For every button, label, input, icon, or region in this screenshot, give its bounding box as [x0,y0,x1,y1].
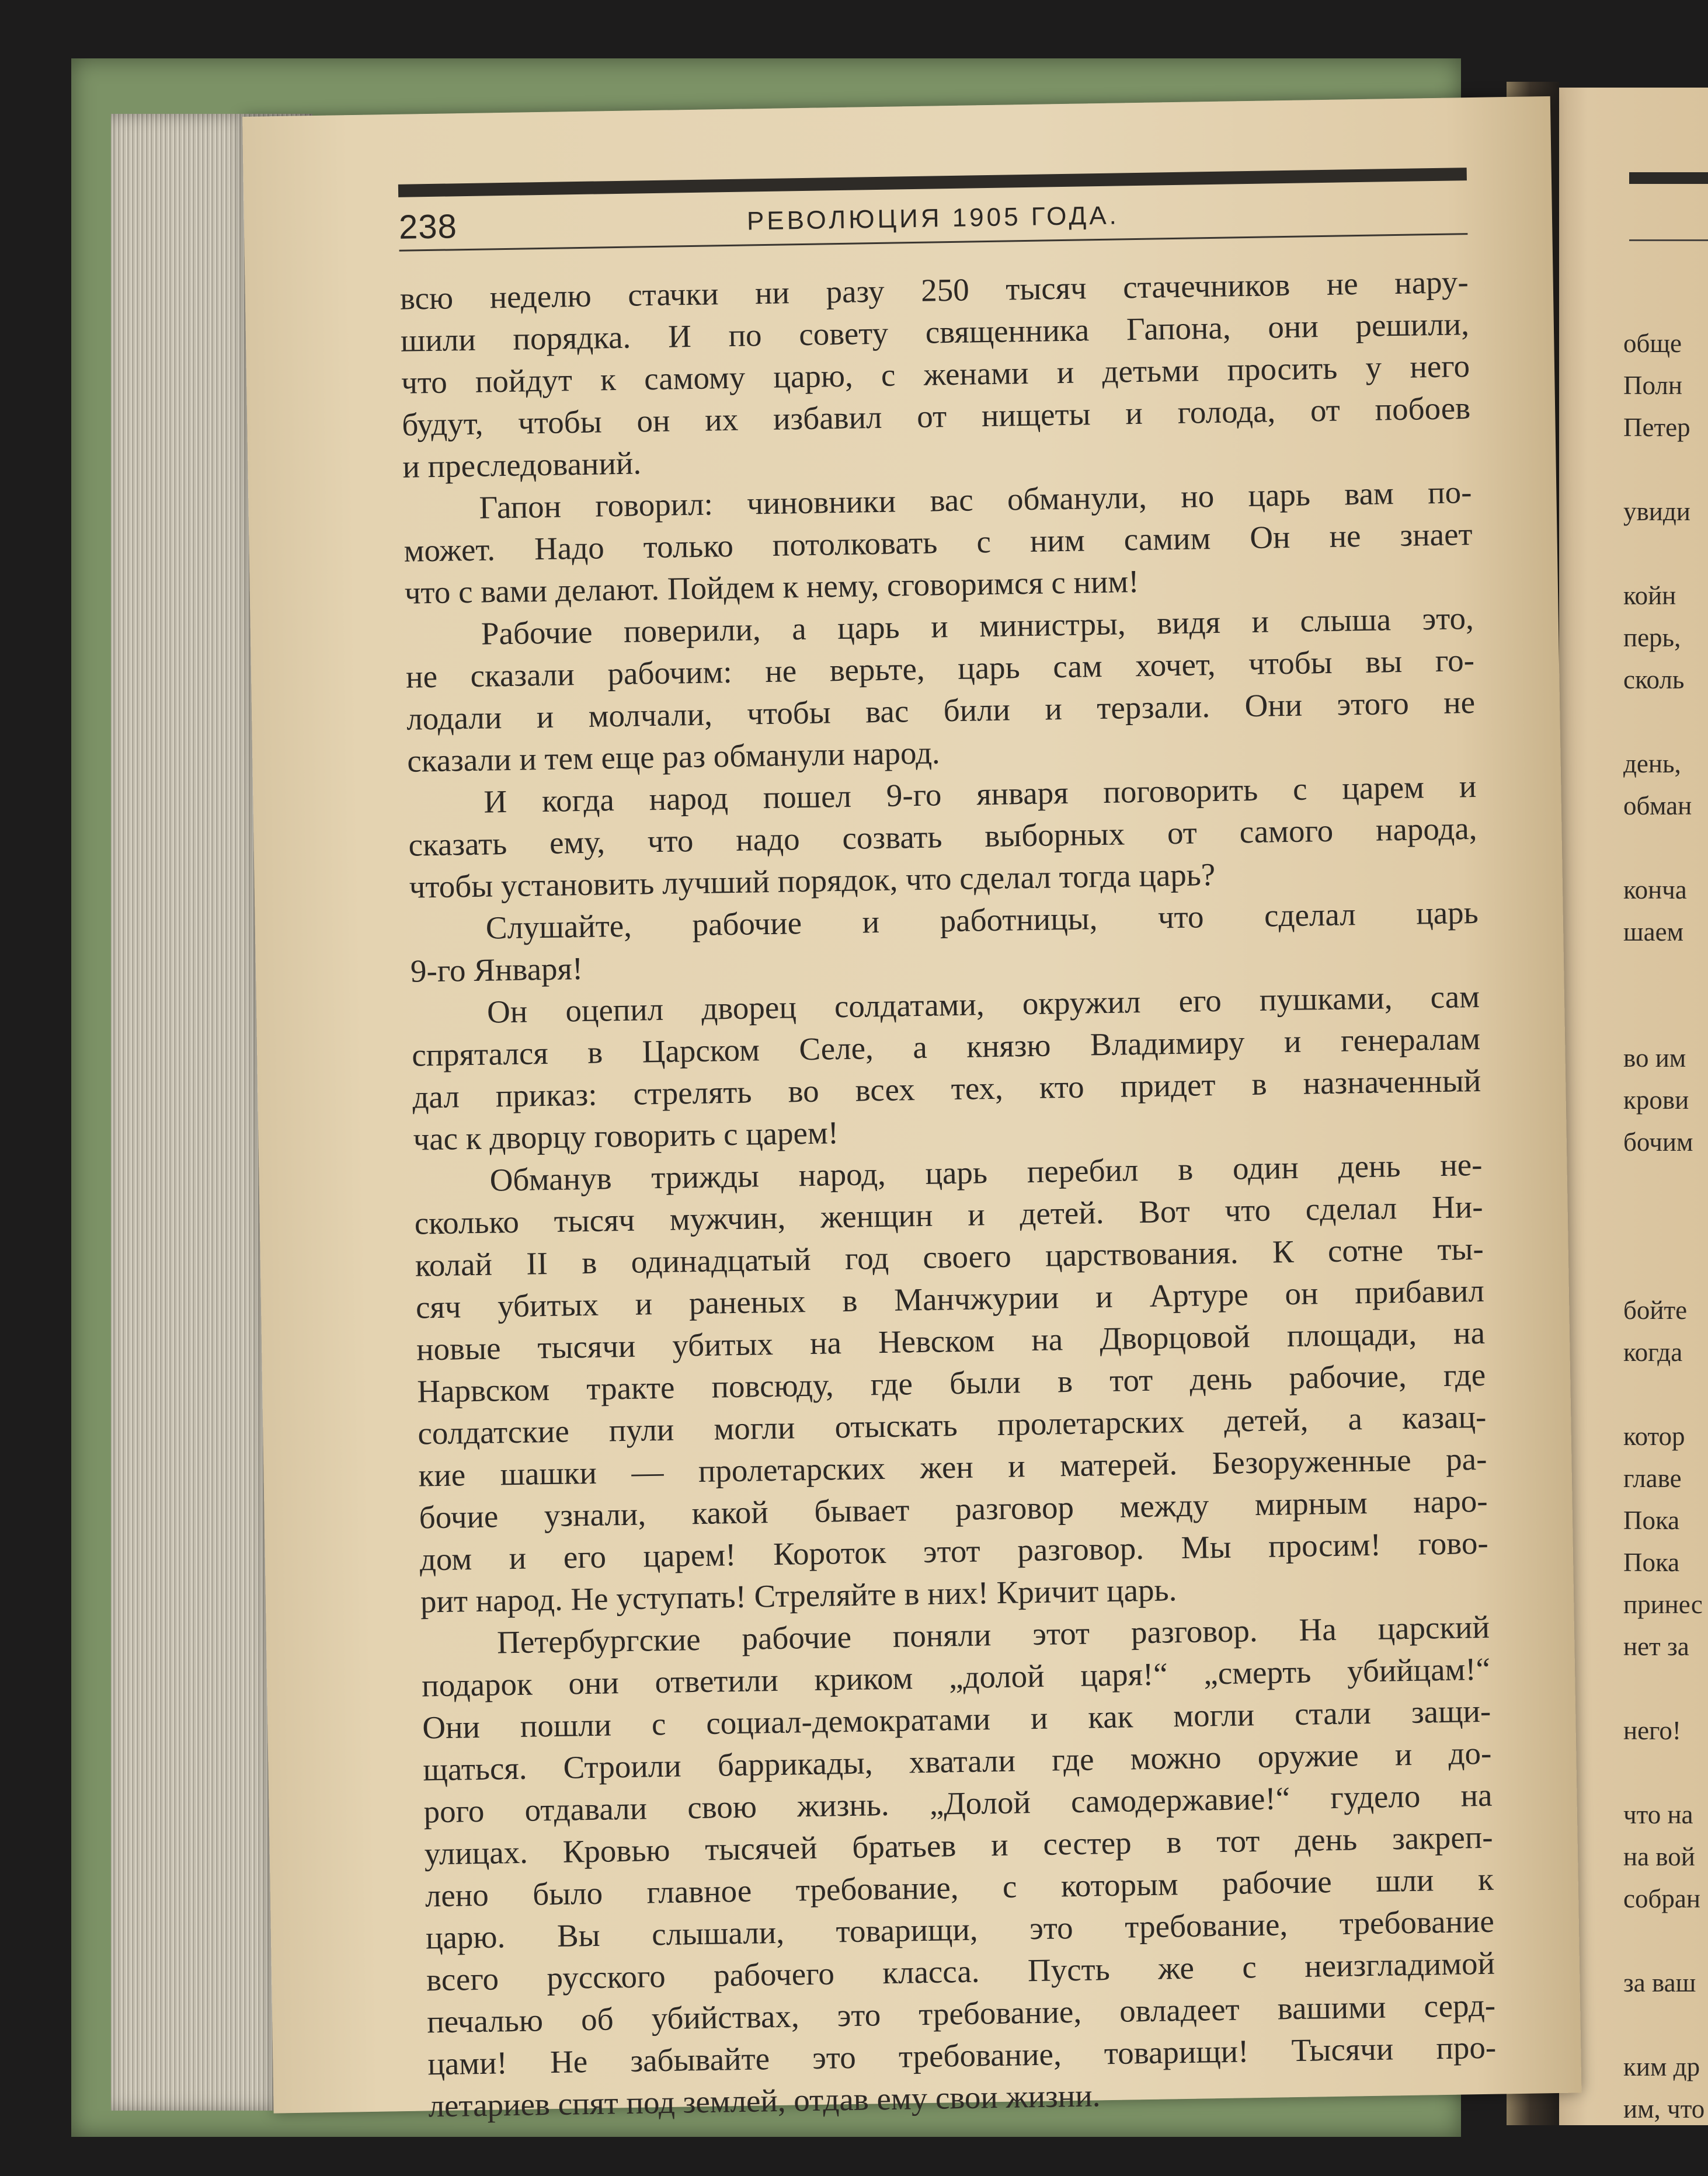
text-line: сказать ему, что надо созвать выборных от самого народа, [408,810,1477,863]
facing-page-line [1623,1920,1708,1962]
facing-page-line: главе [1623,1464,1682,1493]
facing-page-line: Петер [1623,413,1690,442]
text-line: и преследований. [402,445,642,485]
text-line: солдатские пули могли отыскать пролетарских детей, а казац- [417,1398,1487,1451]
text-line: Нарвском тракте повсюду, где были в тот день рабочие, где [416,1356,1486,1409]
facing-page-line [1623,1373,1708,1415]
facing-page-rule-thin [1629,239,1708,241]
text-line: колай II в одинадцатый год своего царствования. К сотне ты- [415,1230,1484,1283]
text-line: летариев спят под землей, отдав ему свои жизни. [428,2077,1101,2124]
text-line: лено было главное требование, с которым рабочие шли к [425,1861,1494,1914]
text-line: шили порядка. И по совету священника Гапона, они решили, [400,306,1470,358]
facing-page-line [1623,448,1708,490]
text-line: может. Надо только потолковать с ним самим Он не знает [403,516,1473,569]
facing-page-line: Пока [1623,1548,1680,1577]
text-line: бочие узнали, какой бывает разговор между мирным наро- [419,1482,1488,1536]
text-line: что пойдут к самому царю, с женами и детьми просить у него [401,348,1470,401]
facing-page-line [1623,1247,1708,1289]
text-line: Он оцепил дворец солдатами, окружил его пушками, сам [486,978,1480,1030]
facing-page-line: ким др [1623,2052,1700,2081]
facing-page-line: бойте [1623,1296,1688,1325]
text-line: дал приказ: стрелять во всех тех, кто придет в назначенный [412,1062,1481,1115]
facing-page-line [1623,1163,1708,1205]
facing-page-line: шаем [1623,917,1684,946]
text-line: Рабочие поверили, а царь и министры, видя и слыша это, [481,600,1474,652]
text-line: сколько тысяч мужчин, женщин и детей. Вот что сделал Ни- [414,1188,1484,1241]
text-line: новые тысячи убитых на Невском на Дворцовой площади, на [416,1314,1486,1367]
text-line: Обманув трижды народ, царь перебил в один день не- [489,1146,1483,1198]
facing-page-line: увиди [1623,497,1690,526]
facing-page-line: на вой [1623,1842,1695,1871]
text-line: кие шашки — пролетарских жен и матерей. Безоруженные ра- [418,1440,1487,1493]
text-line: Они пошли с социал-демократами и как могли стали защи- [422,1693,1491,1746]
text-line: подарок они ответили криком „долой царя!“ „смерть убийцам!“ [421,1651,1491,1704]
text-line: рит народ. Не уступать! Стреляйте в них! Кричит царь. [420,1572,1177,1620]
facing-page-line: принес [1623,1590,1703,1619]
facing-page-line: котор [1623,1422,1685,1451]
facing-page-rule [1629,172,1708,184]
facing-page-line: собран [1623,1884,1700,1913]
facing-page-text [1623,280,1708,2130]
facing-page-line: Полн [1623,371,1682,400]
text-line: всю неделю стачки ни разу 250 тысяч стачечников не нару- [399,264,1469,316]
facing-page-line: обще [1623,329,1682,358]
facing-page-line: во им [1623,1043,1686,1073]
text-line: печалью об убийствах, это требование, овладеет вашими серд- [426,1987,1496,2040]
facing-page-line [1623,1205,1708,1247]
facing-page-line: Пока [1623,1506,1680,1535]
text-line: цами! Не забывайте это требование, товарищи! Тысячи про- [427,2029,1497,2082]
facing-page-line: койн [1623,581,1676,610]
facing-page-line [1623,995,1708,1037]
book-page [242,96,1581,2124]
facing-page-line: крови [1623,1085,1689,1115]
text-line: лодали и молчали, чтобы вас били и терзали. Они этого не [406,684,1476,737]
text-line: всего русского рабочего класса. Пусть же с неизгладимой [426,1945,1495,1998]
running-head-title: РЕВОЛЮЦИЯ 1905 ГОДА. [746,201,1120,236]
text-line: Слушайте, рабочие и работницы, что сделал царь [485,894,1479,946]
body-text [399,261,1497,2127]
text-line: И когда народ пошел 9-го января поговорить с царем и [483,768,1477,820]
facing-page-line [1623,827,1708,869]
facing-page-line: что на [1623,1800,1693,1829]
facing-page-line: обман [1623,791,1692,820]
text-line: сказали и тем еще раз обманули народ. [406,734,941,779]
text-line: Петербургские рабочие поняли этот разговор. На царский [496,1609,1490,1660]
running-head [398,168,1468,252]
facing-page-line: сколь [1623,665,1685,694]
text-line: спрятался в Царском Селе, а князю Владимиру и генералам [411,1020,1481,1073]
facing-page-line [1623,953,1708,995]
facing-page-line [1623,1752,1708,1794]
page-number: 238 [398,207,458,246]
text-line: час к дворцу говорить с царем! [413,1115,839,1157]
text-line: дом и его царем! Короток этот разговор. Мы просим! гово- [419,1524,1489,1578]
facing-page-line: конча [1623,875,1687,904]
text-line: Гапон говорил: чиновники вас обманули, но царь вам по- [479,474,1472,525]
facing-page-line [1623,701,1708,743]
facing-page-line: нет за [1623,1632,1689,1661]
text-line: чтобы установить лучший порядок, что сделал тогда царь? [409,856,1216,905]
text-line: сяч убитых и раненых в Манчжурии и Артуре он прибавил [415,1272,1485,1325]
facing-page-line: за ваш [1623,1968,1696,1997]
facing-page-line: него! [1623,1716,1681,1745]
text-line: что с вами делают. Пойдем к нему, сговоримся с ним! [404,563,1139,611]
text-line: улицах. Кровью тысячей братьев и сестер в тот день закреп- [424,1819,1494,1872]
text-line: рого отдавали свою жизнь. „Долой самодержавие!“ гудело на [423,1777,1493,1830]
text-line: царю. Вы слышали, товарищи, это требование, требование [425,1903,1495,1956]
facing-page-line [1623,1667,1708,1710]
facing-page-line: перь, [1623,623,1681,652]
facing-page-line: бочим [1623,1127,1693,1157]
facing-page-line [1623,2004,1708,2046]
facing-page-line: когда [1623,1338,1683,1367]
facing-page-line [1623,280,1708,322]
facing-page-line [1623,532,1708,575]
facing-page-line: им, что [1623,2094,1705,2123]
text-line: щаться. Строили баррикады, хватали где можно оружие и до- [423,1735,1492,1788]
text-line: 9-го Января! [410,951,583,989]
text-line: не сказали рабочим: не верьте, царь сам хочет, чтобы вы го- [405,642,1475,695]
facing-page-line: день, [1623,749,1681,778]
text-line: будут, чтобы он их избавил от нищеты и голода, от побоев [401,390,1471,443]
